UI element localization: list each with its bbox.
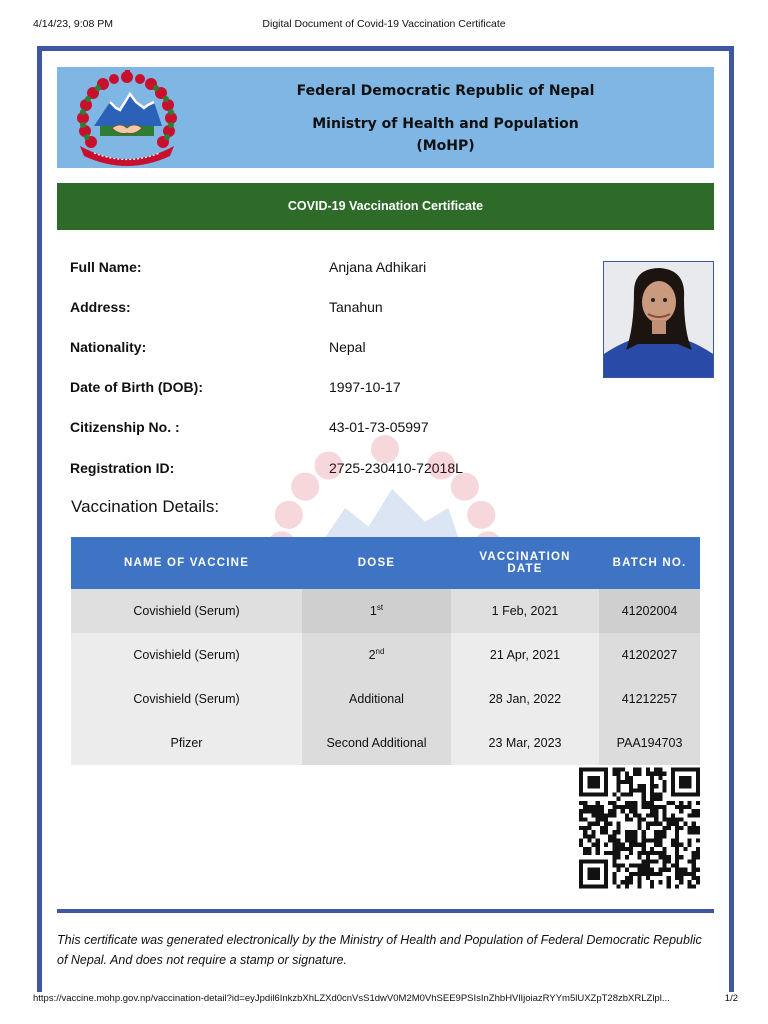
registration-label: Registration ID: [70,460,175,476]
table-row [71,721,700,765]
footer-note: This certificate was generated electronically by the Ministry of Health and Population of Federal Democratic Republic of Nepal. And does not require a stamp or signature. [57,933,702,967]
col-header-dose: DOSE [302,537,451,589]
full-name-label: Full Name: [70,259,142,275]
nationality-value: Nepal [329,339,366,355]
full-name-row [70,259,590,279]
print-header [0,18,768,34]
vaccine-cell: Covishield (Serum) [71,633,302,677]
col-header-date-line2: DATE [507,563,543,575]
table-row [71,677,700,721]
footer-divider [57,909,714,913]
table-row [71,633,700,677]
frame-top-border [37,46,734,51]
address-value: Tanahun [329,299,383,315]
print-footer [0,993,768,1009]
frame-right-border [729,48,734,992]
table-header-row [71,537,700,589]
date-cell: 1 Feb, 2021 [451,589,599,633]
col-header-date [451,537,599,589]
col-header-date-line1: VACCINATION [479,551,571,563]
dose-cell: 1st [302,589,451,633]
address-row [70,299,590,319]
vaccine-cell: Covishield (Serum) [71,589,302,633]
print-title: Digital Document of Covid-19 Vaccination Certificate [262,18,506,30]
nepal-emblem-icon [70,68,184,166]
nationality-label: Nationality: [70,339,147,355]
page-url: https://vaccine.mohp.gov.np/vaccination-detail?id=eyJpdil6InkzbXhLZXd0cnVsS1dwV0M2M0VhSEE9PSIsInZhbHVlIjoiazRYYm5lUXZpT28zbXRLZlpl... [33,993,670,1004]
col-header-vaccine: NAME OF VACCINE [71,537,302,589]
col-header-batch: BATCH NO. [599,537,700,589]
page-number: 1/2 [724,993,738,1004]
holder-photo [603,261,714,378]
qr-code-icon [579,765,700,891]
nationality-row [70,339,590,359]
certificate-title: COVID-19 Vaccination Certificate [57,183,714,230]
frame-left-border [37,48,42,992]
table-row [71,589,700,633]
registration-value: 2725-230410-72018L [329,460,463,476]
dob-label: Date of Birth (DOB): [70,379,203,395]
vaccine-cell: Pfizer [71,721,302,765]
address-label: Address: [70,299,131,315]
dob-row [70,379,590,399]
batch-cell: PAA194703 [599,721,700,765]
dob-value: 1997-10-17 [329,379,401,395]
ministry-header [57,67,714,168]
vaccination-table [71,537,700,765]
citizenship-value: 43-01-73-05997 [329,419,429,435]
vaccination-details-title: Vaccination Details: [71,497,220,516]
vaccine-cell: Covishield (Serum) [71,677,302,721]
dose-cell: Additional [302,677,451,721]
batch-cell: 41202004 [599,589,700,633]
date-cell: 28 Jan, 2022 [451,677,599,721]
citizenship-label: Citizenship No. : [70,419,180,435]
person-photo-icon [604,262,713,377]
batch-cell: 41202027 [599,633,700,677]
print-date: 4/14/23, 9:08 PM [33,18,113,30]
date-cell: 23 Mar, 2023 [451,721,599,765]
full-name-value: Anjana Adhikari [329,259,427,275]
date-cell: 21 Apr, 2021 [451,633,599,677]
ministry-abbreviation: (MoHP) [416,138,475,154]
ministry-name: Ministry of Health and Population [312,116,579,132]
batch-cell: 41212257 [599,677,700,721]
dose-cell: 2nd [302,633,451,677]
country-name: Federal Democratic Republic of Nepal [296,83,595,99]
dose-cell: Second Additional [302,721,451,765]
